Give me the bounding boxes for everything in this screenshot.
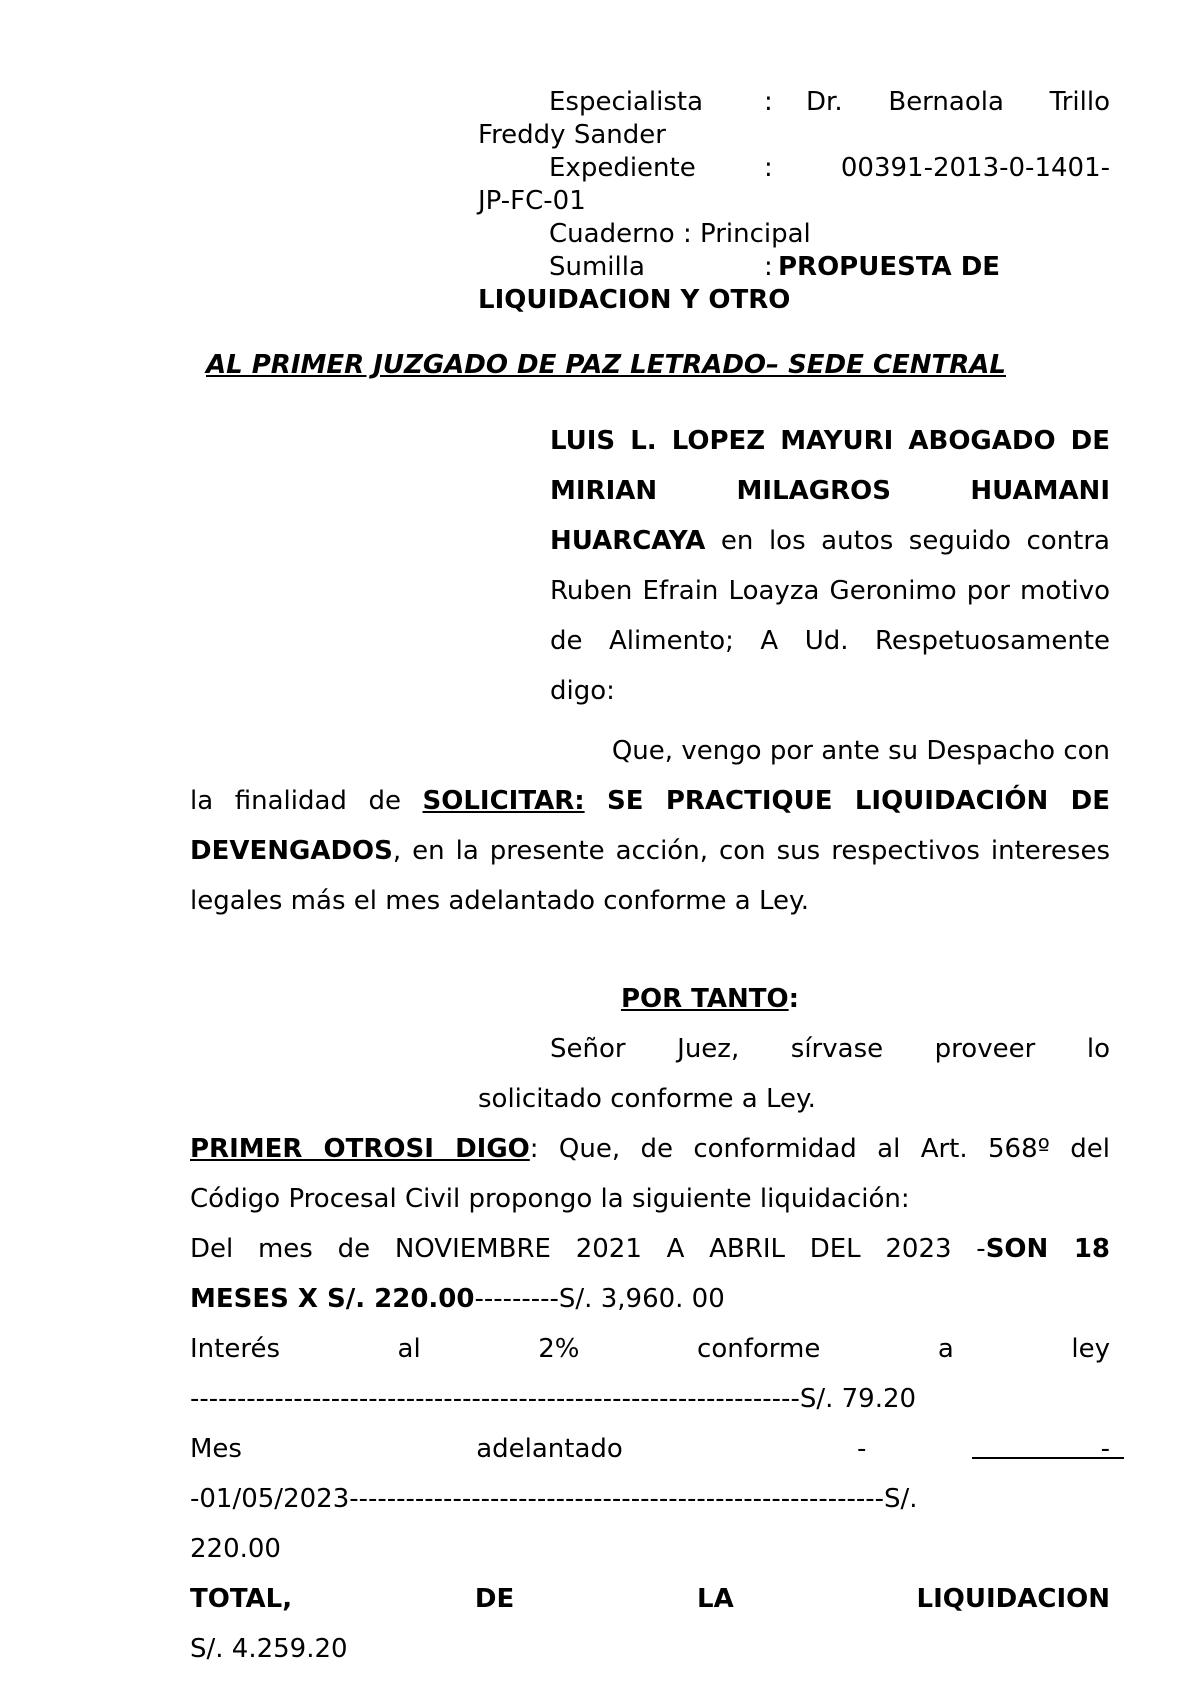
por-tanto-colon: : xyxy=(788,984,800,1014)
expediente-value-cont: JP-FC-01 xyxy=(478,186,586,216)
intro-text: en los autos seguido contra Ruben Efrain Loayza Geronimo por motivo de Alimento; A Ud. Respetuosamente digo: xyxy=(550,526,1110,706)
total-line2: S/. 4.259.20 xyxy=(190,1634,348,1664)
interest-line1: Interés al 2% conforme a ley xyxy=(190,1334,1110,1364)
expediente-value: 00391-2013-0-1401- xyxy=(840,153,1110,183)
otrosi-line2: Código Procesal Civil propongo la siguiente liquidación: xyxy=(190,1184,910,1214)
advance-line3: 220.00 xyxy=(190,1534,281,1564)
especialista-label: Especialista xyxy=(549,87,704,117)
petition-pre: la finalidad de xyxy=(190,786,423,816)
otrosi-heading: PRIMER OTROSI DIGO xyxy=(190,1134,530,1164)
sumilla-value: PROPUESTA DE xyxy=(778,252,1001,282)
petition-request: SE PRACTIQUE LIQUIDACIÓN DE DEVENGADOS xyxy=(190,786,1110,866)
period-line2 xyxy=(190,1274,1110,1324)
cuaderno-label: Cuaderno xyxy=(549,219,675,249)
especialista-value-cont: Freddy Sander xyxy=(478,120,666,150)
por-tanto-line1: Señor Juez, sírvase proveer lo xyxy=(550,1034,1110,1064)
petition-paragraph xyxy=(190,726,1110,926)
especialista-sep: : xyxy=(764,87,773,117)
sumilla-value-cont: LIQUIDACION Y OTRO xyxy=(478,285,791,315)
court-addressee: AL PRIMER JUZGADO DE PAZ LETRADO– SEDE CENTRAL xyxy=(206,350,1006,380)
expediente-label: Expediente xyxy=(549,153,696,183)
sumilla-sep: : xyxy=(764,252,773,282)
intro-paragraph xyxy=(550,416,1110,716)
sumilla-row xyxy=(478,251,1110,284)
solicitar-keyword: SOLICITAR: xyxy=(422,786,585,816)
otrosi-line1 xyxy=(190,1124,1110,1174)
underline-rule xyxy=(972,1457,1124,1459)
advance-line1: Mes adelantado - - xyxy=(190,1434,1110,1464)
por-tanto-heading-row xyxy=(190,974,1110,1024)
petition-rest: , en la presente acción, con sus respectivos intereses legales más el mes adelantado conforme a Ley. xyxy=(190,836,1110,916)
period-line1 xyxy=(190,1224,1110,1274)
advance-line2: -01/05/2023---------------------------------------------------------S/. xyxy=(190,1484,918,1514)
especialista-value: Dr. Bernaola Trillo xyxy=(806,87,1110,117)
especialista-row xyxy=(478,86,1110,119)
period-line1-a: Del mes de NOVIEMBRE 2021 A ABRIL DEL 2023 - xyxy=(190,1234,986,1264)
por-tanto-heading: POR TANTO xyxy=(620,984,789,1014)
total-line1: TOTAL, DE LA LIQUIDACION xyxy=(190,1584,1110,1614)
petition-body xyxy=(190,776,1110,926)
por-tanto-line2: solicitado conforme a Ley. xyxy=(478,1084,816,1114)
period-line2-bold: MESES X S/. 220.00 xyxy=(190,1284,475,1314)
por-tanto-section xyxy=(190,974,1110,1124)
sumilla-label: Sumilla xyxy=(549,252,645,282)
otrosi-line1-rest: : Que, de conformidad al Art. 568º del xyxy=(529,1134,1110,1164)
period-line2-rest: ---------S/. 3,960. 00 xyxy=(474,1284,725,1314)
petitioner-name: LUIS L. LOPEZ MAYURI ABOGADO DE MIRIAN MILAGROS HUAMANI HUARCAYA xyxy=(550,426,1110,556)
interest-line2: -----------------------------------------------------------------S/. 79.20 xyxy=(190,1384,917,1414)
cuaderno-value: : Principal xyxy=(682,219,811,249)
otrosi-section xyxy=(190,1124,1110,1674)
expediente-sep: : xyxy=(764,153,773,183)
period-line1-b: SON 18 xyxy=(985,1234,1111,1264)
petition-first-line: Que, vengo por ante su Despacho con xyxy=(611,736,1110,766)
cuaderno-row xyxy=(478,218,1110,251)
expediente-row xyxy=(478,152,1110,185)
case-header xyxy=(478,86,1110,317)
